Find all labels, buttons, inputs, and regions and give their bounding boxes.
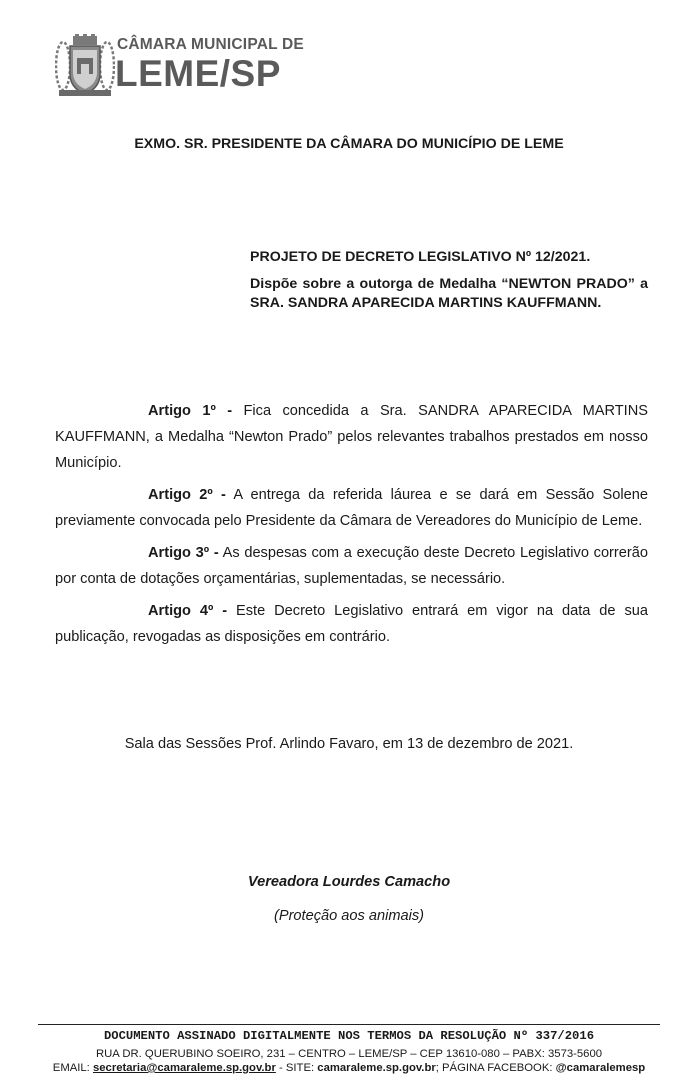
article-text: A entrega da referida láurea e se dará em Sessão Solene previamente convocada pelo Presidente da Câmara de Vereadores do Município de Leme. — [55, 487, 648, 529]
letterhead — [55, 30, 355, 100]
article-label: Artigo 4º - — [148, 603, 228, 619]
digital-signature-notice: DOCUMENTO ASSINADO DIGITALMENTE NOS TERMOS DA RESOLUÇÃO Nº 337/2016 — [103, 1029, 595, 1043]
facebook-link[interactable]: @camaralemesp — [555, 1062, 646, 1074]
footer-address: RUA DR. QUERUBINO SOEIRO, 231 – CENTRO – LEME/SP – CEP 13610-080 – PABX: 3573-5600 — [95, 1048, 603, 1060]
article-text: Fica concedida a Sra. SANDRA APARECIDA MARTINS KAUFFMANN, a Medalha “Newton Prado” pelos relevantes trabalhos prestados em nosso Município. — [55, 403, 648, 471]
org-name-line2: LEME/SP — [115, 53, 281, 94]
article-text: Este Decreto Legislativo entrará em vigor na data de sua publicação, revogadas as disposições em contrário. — [55, 603, 648, 645]
footer-contact — [0, 1062, 698, 1074]
signer-note: (Proteção aos animais) — [273, 908, 425, 924]
project-summary: Dispõe sobre a outorga de Medalha “NEWTON PRADO” a SRA. SANDRA APARECIDA MARTINS KAUFFMANN. — [250, 276, 648, 311]
article-4 — [55, 598, 648, 650]
closing-line: Sala das Sessões Prof. Arlindo Favaro, em 13 de dezembro de 2021. — [124, 736, 574, 752]
articles — [55, 398, 648, 656]
project-block — [250, 248, 648, 313]
coat-of-arms-icon — [55, 34, 115, 98]
site-label: - SITE: — [275, 1062, 318, 1074]
article-1 — [55, 398, 648, 476]
article-text: As despesas com a execução deste Decreto Legislativo correrão por conta de dotações orçamentárias, suplementadas, se necessário. — [55, 545, 648, 587]
footer-divider — [38, 1024, 660, 1025]
article-3 — [55, 540, 648, 592]
article-label: Artigo 1º - — [148, 403, 233, 419]
email-label: EMAIL: — [52, 1062, 93, 1074]
site-link[interactable]: camaraleme.sp.gov.br — [317, 1062, 436, 1074]
project-title: PROJETO DE DECRETO LEGISLATIVO Nº 12/2021. — [250, 249, 591, 265]
addressee: EXMO. SR. PRESIDENTE DA CÂMARA DO MUNICÍPIO DE LEME — [134, 136, 564, 152]
article-2 — [55, 482, 648, 534]
signer-name: Vereadora Lourdes Camacho — [247, 874, 451, 890]
article-label: Artigo 3º - — [148, 545, 219, 561]
org-name-line1: CÂMARA MUNICIPAL DE — [117, 36, 304, 53]
email-link[interactable]: secretaria@camaraleme.sp.gov.br — [92, 1062, 276, 1074]
article-label: Artigo 2º - — [148, 487, 226, 503]
facebook-label: ; PÁGINA FACEBOOK: — [435, 1062, 556, 1074]
